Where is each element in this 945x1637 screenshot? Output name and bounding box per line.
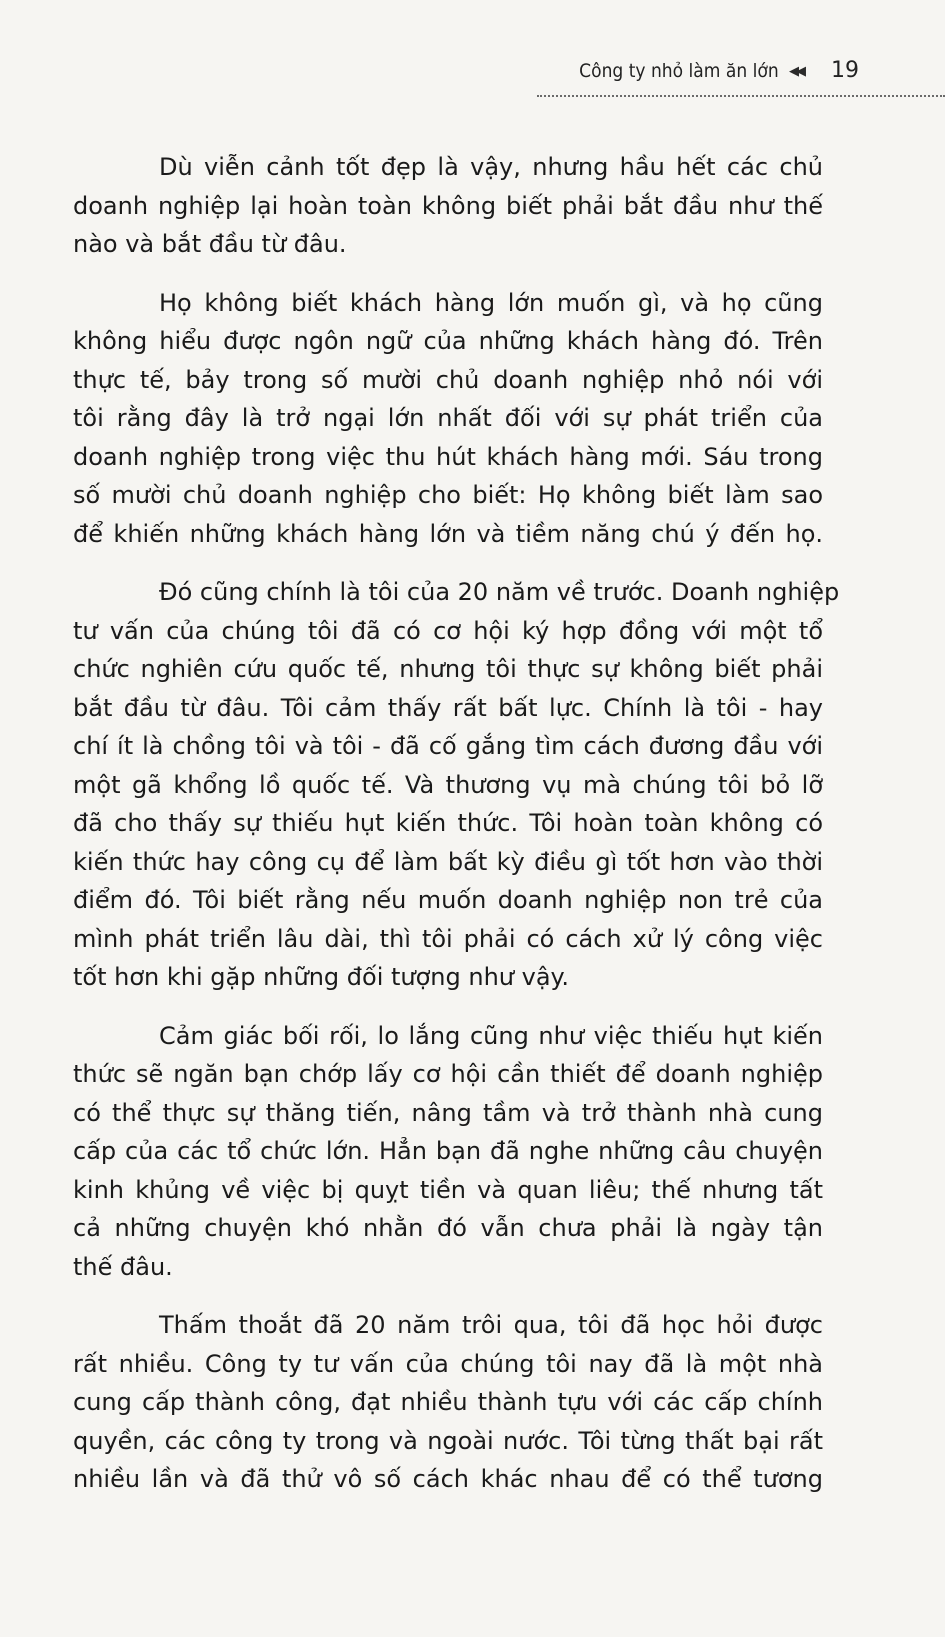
- text-line: không hiểu được ngôn ngữ của những khách hàng đó. Trên: [73, 327, 823, 355]
- paragraph-3: [73, 573, 840, 997]
- text-line: doanh nghiệp lại hoàn toàn không biết phải bắt đầu như thế: [73, 191, 823, 220]
- text-line: tư vấn của chúng tôi đã có cơ hội ký hợp đồng với một tổ: [73, 616, 823, 645]
- double-left-arrow-icon: ◀◀: [789, 64, 803, 79]
- text-line: cung cấp thành công, đạt nhiều thành tựu với các cấp chính: [73, 1388, 823, 1416]
- text-line: mình phát triển lâu dài, thì tôi phải có cách xử lý công việc: [73, 924, 823, 953]
- text-line: một gã khổng lồ quốc tế. Và thương vụ mà chúng tôi bỏ lỡ: [73, 770, 823, 799]
- body-text: [73, 148, 840, 1519]
- text-line: thức sẽ ngăn bạn chớp lấy cơ hội cần thiết để doanh nghiệp: [73, 1060, 823, 1088]
- text-line: Họ không biết khách hàng lớn muốn gì, và họ cũng: [159, 288, 823, 317]
- text-line: kiến thức hay công cụ để làm bất kỳ điều gì tốt hơn vào thời: [73, 847, 823, 876]
- text-line: có thể thực sự thăng tiến, nâng tầm và trở thành nhà cung: [73, 1098, 823, 1127]
- text-line: bắt đầu từ đâu. Tôi cảm thấy rất bất lực. Chính là tôi - hay: [73, 693, 823, 722]
- text-line: kinh khủng về việc bị quỵt tiền và quan liêu; thế nhưng tất: [73, 1175, 823, 1204]
- text-line: số mười chủ doanh nghiệp cho biết: Họ không biết làm sao: [73, 481, 823, 509]
- header-dotted-rule: [537, 95, 945, 97]
- text-line: Dù viễn cảnh tốt đẹp là vậy, nhưng hầu hết các chủ: [159, 153, 823, 181]
- text-line: tốt hơn khi gặp những đối tượng như vậy.: [73, 963, 569, 991]
- text-line: điểm đó. Tôi biết rằng nếu muốn doanh nghiệp non trẻ của: [73, 886, 823, 914]
- text-line: chí ít là chồng tôi và tôi - đã cố gắng tìm cách đương đầu với: [73, 732, 823, 760]
- text-line: đã cho thấy sự thiếu hụt kiến thức. Tôi hoàn toàn không có: [73, 809, 823, 837]
- book-title: Công ty nhỏ làm ăn lớn: [579, 60, 779, 82]
- text-line: nào và bắt đầu từ đâu.: [73, 230, 347, 258]
- paragraph-2: [73, 284, 823, 554]
- text-line: thực tế, bảy trong số mười chủ doanh nghiệp nhỏ nói với: [73, 365, 823, 394]
- text-line: để khiến những khách hàng lớn và tiềm năng chú ý đến họ.: [73, 519, 823, 548]
- page-number: 19: [831, 58, 859, 83]
- running-header: [557, 58, 859, 83]
- text-line: cấp của các tổ chức lớn. Hẳn bạn đã nghe những câu chuyện: [73, 1137, 823, 1165]
- text-line: cả những chuyện khó nhằn đó vẫn chưa phải là ngày tận: [73, 1214, 823, 1242]
- paragraph-1: [73, 148, 823, 264]
- text-line: tôi rằng đây là trở ngại lớn nhất đối với sự phát triển của: [73, 404, 823, 432]
- paragraph-4: [73, 1017, 823, 1287]
- text-line: Thấm thoắt đã 20 năm trôi qua, tôi đã học hỏi được: [159, 1311, 823, 1339]
- text-line: quyền, các công ty trong và ngoài nước. Tôi từng thất bại rất: [73, 1426, 823, 1455]
- text-line: nhiều lần và đã thử vô số cách khác nhau để có thể tương: [73, 1465, 823, 1493]
- text-line: doanh nghiệp trong việc thu hút khách hàng mới. Sáu trong: [73, 442, 823, 471]
- text-line: Đó cũng chính là tôi của 20 năm về trước. Doanh nghiệp: [159, 578, 840, 606]
- text-line: thế đâu.: [73, 1252, 173, 1281]
- text-line: chức nghiên cứu quốc tế, nhưng tôi thực sự không biết phải: [73, 655, 823, 683]
- text-line: rất nhiều. Công ty tư vấn của chúng tôi nay đã là một nhà: [73, 1349, 823, 1378]
- paragraph-5: [73, 1306, 823, 1499]
- text-line: Cảm giác bối rối, lo lắng cũng như việc thiếu hụt kiến: [159, 1021, 823, 1050]
